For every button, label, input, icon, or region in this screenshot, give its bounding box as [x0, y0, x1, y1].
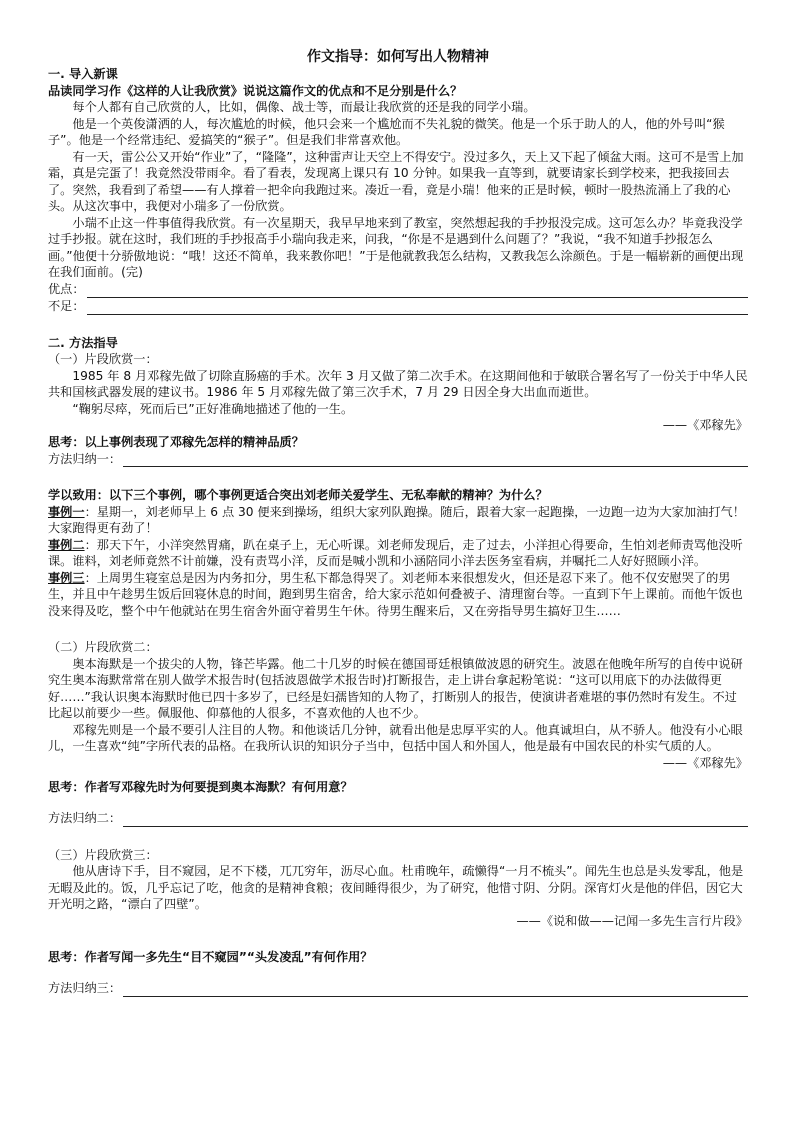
method3-row[interactable] — [48, 980, 748, 997]
example-text: ：上周男生寝室总是因为内务扣分，男生私下都急得哭了。刘老师本来很想发火，但还是忍下来了。他不仅安慰哭了的男生，并且中午趁男生饭后回寝休息的时间，跑到男生宿舍，给大家示范如何叠被子、清理窗台等。一直到下午上课前。而他午饭也没来得及吃，整个中午他就站在男生宿舍外面守着男生午休。待男生醒来后，又在旁指导男生搞好卫生…… — [48, 570, 743, 618]
think2-question: 思考：作者写邓稼先时为何要提到奥本海默？有何用意？ — [48, 780, 353, 794]
excerpt1-paragraph: “鞠躬尽瘁，死而后已”正好准确地描述了他的一生。 — [72, 401, 354, 416]
think3-question: 思考：作者写闻一多先生“目不窥园”“头发凌乱”有何作用？ — [48, 950, 373, 964]
method2-answer-line[interactable] — [123, 814, 748, 827]
merit-label: 优点： — [48, 282, 85, 296]
example-label: 事例三 — [48, 570, 85, 585]
excerpt2-paragraph: 奥本海默是一个拔尖的人物，锋芒毕露。他二十几岁的时候在德国哥廷根镇做波恩的研究生。波恩在他晚年所写的自传中说研究生奥本海默常常在别人做学术报告时(包括波恩做学术报告时)打断报告，走上讲台拿起粉笔说：“这可以用底下的办法做得更好……”我认识奥本海默时他已四十多岁了，已经是妇孺皆知的人物了，打断别人的报告，使演讲者难堪的事仍然时有发生。不过比起以前要少一些。佩服他、仰慕他的人很多，不喜欢他的人也不少。 — [48, 656, 743, 720]
method2-row[interactable] — [48, 810, 748, 827]
method1-label: 方法归纳一： — [48, 451, 122, 466]
merit-answer-line[interactable] — [87, 285, 748, 298]
excerpt3-label: （三）片段欣赏三： — [48, 847, 158, 862]
excerpt2-paragraph: 邓稼先则是一个最不要引人注目的人物。和他谈话几分钟，就看出他是忠厚平实的人。他真诚坦白，从不骄人。他没有小心眼儿，一生喜欢“纯”字所代表的品格。在我所认识的知识分子当中，包括中国人和外国人，他是最有中国农民的朴实气质的人。 — [48, 722, 743, 753]
method2-label: 方法归纳二： — [48, 811, 122, 825]
essay-paragraph: 小瑞不止这一件事值得我欣赏。有一次星期天，我早早地来到了教室，突然想起我的手抄报没完成。这可怎么办？毕竟我没学过手抄报。就在这时，我们班的手抄报高手小瑞向我走来，问我，“你是不是遇到什么问题了？”我说，“我不知道手抄报怎么画。”他便十分骄傲地说：“哦！这还不简单，我来教你吧！”于是他就教我怎么结构，又教我怎么涂颜色。于是一幅崭新的画便出现在我们面前。(完) — [48, 215, 744, 279]
essay-paragraph: 有一天，雷公公又开始“作业”了，“隆隆”，这种雷声让天空上不得安宁。没过多久，天上又下起了倾盆大雨。这可不是雪上加霜，真是完蛋了！我竟然没带雨伞。看了看表，发现离上课只有 10 分钟。如果我一直等到，就要请家长到学校来，把我接回去了。突然，我看到了希望——有人撑着一把伞向我跑过来。凑近一看，竟是小瑞！他来的正是时候，顿时一股热流涌上了我的心头。从这次事中，我便对小瑞多了一份欣赏。 — [48, 149, 744, 213]
example-item — [48, 570, 748, 620]
page-title: 作文指导：如何写出人物精神 — [307, 49, 489, 65]
section1-heading: 一. 导入新课 — [48, 67, 118, 81]
example-label: 事例二 — [48, 537, 85, 552]
section1-prompt: 品读同学习作《这样的人让我欣赏》说说这篇作文的优点和不足分别是什么？ — [48, 83, 463, 98]
method3-label: 方法归纳三： — [48, 981, 122, 995]
think1-question: 思考：以上事例表现了邓稼先怎样的精神品质？ — [48, 434, 304, 449]
apply-prompt: 学以致用：以下三个事例，哪个事例更适合突出刘老师关爱学生、无私奉献的精神？为什么？ — [48, 488, 548, 502]
example-item — [48, 504, 748, 537]
excerpt1-label: （一）片段欣赏一： — [48, 352, 158, 366]
method3-answer-line[interactable] — [123, 984, 748, 997]
essay-paragraph: 每个人都有自己欣赏的人，比如，偶像、战士等，而最让我欣赏的还是我的同学小瑞。 — [72, 100, 536, 114]
method1-answer-line[interactable] — [123, 454, 748, 467]
example-text: ：星期一，刘老师早上 6 点 30 便来到操场，组织大家列队跑操。随后，跟着大家一起跑操，一边跑一边为大家加油打气！大家跑得更有劲了！ — [48, 504, 745, 535]
excerpt3-paragraph: 他从唐诗下手，目不窥园，足不下楼，兀兀穷年，沥尽心血。杜甫晚年，疏懒得“一月不梳头”。闻先生也总是头发零乱，他是无暇及此的。饭，几乎忘记了吃，他贪的是精神食粮；夜间睡得很少，为了研究，他惜寸阴、分阴。深宵灯火是他的伴侣，因它大开光明之路，“漂白了四壁”。 — [48, 864, 744, 911]
excerpt3-source: ——《说和做——记闻一多先生言行片段》 — [516, 913, 748, 928]
excerpt2-label: （二）片段欣赏二： — [48, 640, 158, 654]
method1-row[interactable] — [48, 450, 748, 467]
excerpt2-source: ——《邓稼先》 — [662, 755, 748, 770]
essay-paragraph: 他是一个英俊潇洒的人，每次尴尬的时候，他只会来一个尴尬而不失礼貌的微笑。他是一个乐于助人的人，他的外号叫“猴子”。他是一个经常违纪、爱搞笑的“猴子”。但是我们非常喜欢他。 — [48, 116, 725, 147]
example-label: 事例一 — [48, 504, 85, 519]
flaw-answer-row[interactable] — [48, 298, 748, 315]
example-item — [48, 537, 748, 570]
worksheet — [48, 0, 748, 997]
section2-heading: 二. 方法指导 — [48, 335, 118, 350]
example-text: ：那天下午，小洋突然胃痛，趴在桌子上，无心听课。刘老师发现后，走了过去，小洋担心得要命，生怕刘老师责骂他没听课。谁料，刘老师竟然不计前嫌，没有责骂小洋，反而是喊小凯和小涵陪同小洋去医务室看病，并嘱托二人好好照顾小洋。 — [48, 537, 743, 568]
flaw-answer-line[interactable] — [87, 302, 748, 315]
merit-answer-row[interactable] — [48, 281, 748, 298]
excerpt1-paragraph: 1985 年 8 月邓稼先做了切除直肠癌的手术。次年 3 月又做了第二次手术。在这期间他和于敏联合署名写了一份关于中华人民共和国核武器发展的建议书。1986 年 5 月邓稼先做了第三次手术，7 月 29 日因全身大出血而逝世。 — [48, 368, 748, 399]
excerpt1-source: ——《邓稼先》 — [662, 418, 748, 432]
flaw-label: 不足： — [48, 299, 85, 313]
